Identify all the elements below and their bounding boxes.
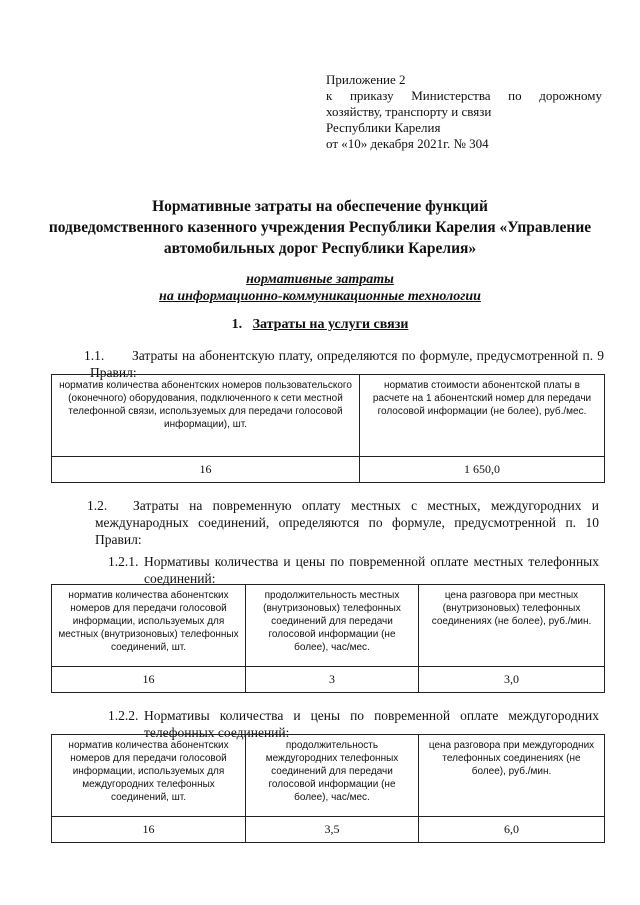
appendix-line-1: Приложение 2 bbox=[326, 72, 406, 87]
table-header-cell: норматив количества абонентских номеров для передачи голосовой информации, используемых для междугородних телефонных соединений, шт. bbox=[52, 735, 246, 817]
paragraph-line: Затраты на абонентскую плату, определяются по формуле, предусмотренной п. 9 bbox=[132, 348, 604, 363]
table-header-cell: продолжительность междугородних телефонных соединений для передачи голосовой информации (не более), час/мес. bbox=[246, 735, 419, 817]
appendix-line-2 bbox=[326, 88, 602, 104]
paragraph-1-2 bbox=[87, 497, 599, 548]
table-header-cell: продолжительность местных (внутризоновых) телефонных соединений для передачи голосовой информации (не более), час/мес. bbox=[246, 585, 419, 667]
table-value-cell: 3,0 bbox=[419, 667, 605, 693]
title-line-3: автомобильных дорог Республики Карелия» bbox=[163, 240, 477, 257]
table-local-calls bbox=[51, 584, 605, 693]
appendix-line-4: Республики Карелия bbox=[326, 120, 441, 135]
table-header-cell: цена разговора при междугородних телефонных соединениях (не более), руб./мин. bbox=[419, 735, 605, 817]
paragraph-line: Правил: bbox=[95, 532, 142, 547]
table-value-row bbox=[52, 667, 605, 693]
paragraph-line: Нормативы количества и цены по повременной оплате междугородних bbox=[144, 708, 599, 723]
table-header-cell: норматив количества абонентских номеров для передачи голосовой информации, используемых для местных (внутризоновых) телефонных соединений, шт. bbox=[52, 585, 246, 667]
subtitle-line-2: на информационно-коммуникационные технологии bbox=[159, 289, 481, 304]
paragraph-line: соединений: bbox=[144, 571, 216, 586]
table-header-cell: норматив количества абонентских номеров пользовательского (оконечного) оборудования, подключенного к сети местной телефонной связи, используемых для передачи голосовой информации), шт. bbox=[52, 375, 360, 457]
appendix-word: по bbox=[508, 88, 522, 103]
paragraph-line: Затраты на повременную оплату местных с местных, междугородних и bbox=[133, 498, 599, 513]
table-header-row bbox=[52, 375, 605, 457]
section-heading bbox=[40, 317, 600, 333]
section-number: 1. bbox=[231, 317, 243, 332]
appendix-line-3: хозяйству, транспорту и связи bbox=[326, 104, 492, 119]
paragraph-line: Правил: bbox=[90, 365, 137, 380]
title-line-2: подведомственного казенного учреждения Республики Карелия «Управление bbox=[48, 219, 592, 236]
paragraph-number: 1.1. bbox=[84, 348, 105, 363]
table-value-row bbox=[52, 817, 605, 843]
table-header-row bbox=[52, 585, 605, 667]
appendix-word: Министерства bbox=[411, 88, 491, 103]
paragraph-line: международных соединений, определяются по формуле, предусмотренной п. 10 bbox=[95, 515, 599, 530]
document-title bbox=[40, 196, 600, 259]
table-subscriber-fee bbox=[51, 374, 605, 483]
table-value-cell: 3,5 bbox=[246, 817, 419, 843]
table-header-row bbox=[52, 735, 605, 817]
table-header-cell: цена разговора при местных (внутризоновых) телефонных соединениях (не более), руб./мин. bbox=[419, 585, 605, 667]
subtitle-line-1: нормативные затраты bbox=[246, 272, 394, 287]
appendix-block bbox=[326, 72, 602, 152]
paragraph-line: Нормативы количества и цены по повременной оплате местных телефонных bbox=[144, 554, 599, 569]
appendix-word: приказу bbox=[349, 88, 394, 103]
paragraph-line: телефонных соединений: bbox=[144, 725, 290, 740]
paragraph-1-2-1 bbox=[108, 553, 599, 587]
appendix-word: к bbox=[326, 88, 333, 103]
table-value-cell: 3 bbox=[246, 667, 419, 693]
table-value-cell: 16 bbox=[52, 457, 360, 483]
table-value-cell: 16 bbox=[52, 667, 246, 693]
appendix-line-5: от «10» декабря 2021г. № 304 bbox=[326, 136, 489, 151]
table-value-cell: 1 650,0 bbox=[360, 457, 605, 483]
table-value-cell: 6,0 bbox=[419, 817, 605, 843]
title-line-1: Нормативные затраты на обеспечение функций bbox=[152, 198, 488, 215]
table-long-distance-calls bbox=[51, 734, 605, 843]
section-title: Затраты на услуги связи bbox=[252, 317, 409, 332]
table-value-row bbox=[52, 457, 605, 483]
document-subtitle bbox=[40, 271, 600, 305]
table-value-cell: 16 bbox=[52, 817, 246, 843]
paragraph-number: 1.2. bbox=[87, 498, 108, 513]
paragraph-number: 1.2.2. bbox=[108, 708, 139, 723]
table-header-cell: норматив стоимости абонентской платы в расчете на 1 абонентский номер для передачи голосовой информации (не более), руб./мес. bbox=[360, 375, 605, 457]
appendix-word: дорожному bbox=[539, 88, 602, 103]
paragraph-number: 1.2.1. bbox=[108, 554, 139, 569]
